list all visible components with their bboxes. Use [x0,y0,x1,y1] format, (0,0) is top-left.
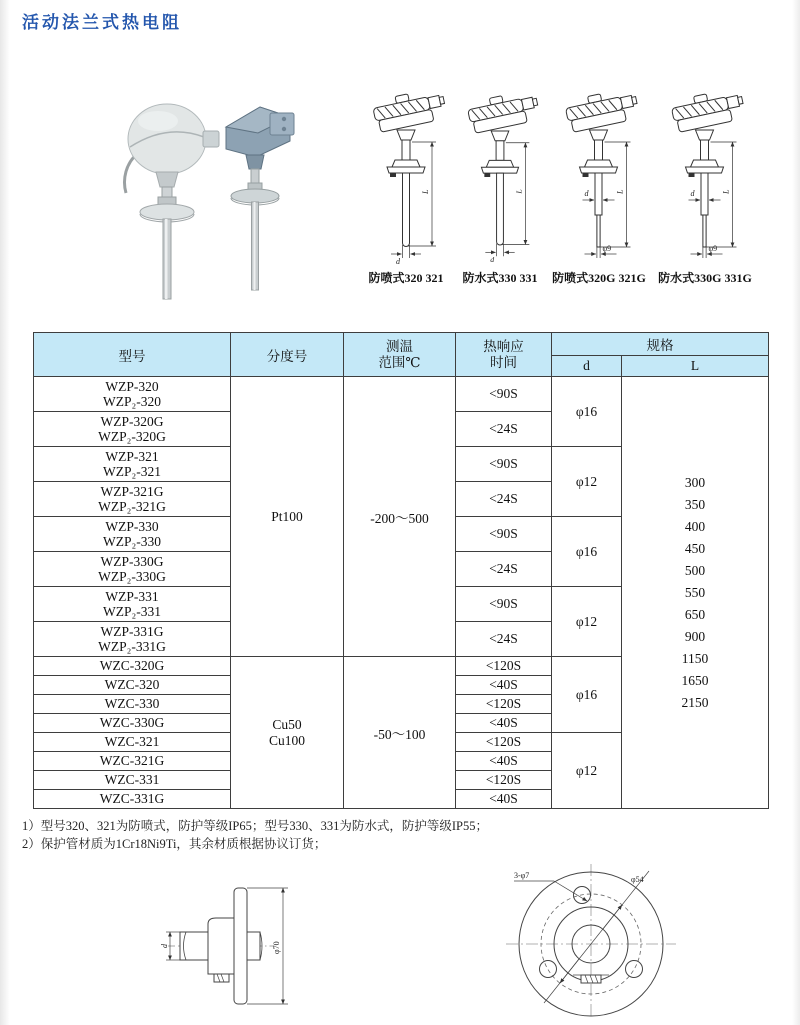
range-cell-cu: -50～100 [344,657,456,809]
product-photo-rounded-head [110,95,225,305]
response-cell: <120S [456,733,552,752]
model-cell: WZP-320 WZP₂-320 [34,377,231,412]
d-cell: φ16 [552,377,622,447]
dim-phi9-label: φ9 [708,244,718,253]
graduation-cell-pt: Pt100 [231,377,344,657]
header-spec-d: d [552,356,622,377]
response-cell: <120S [456,695,552,714]
response-cell: <120S [456,771,552,790]
dim-L-label: L [615,189,625,194]
tech-drawing-320G-321G [548,88,650,286]
footnote-1: 1）型号320、321为防喷式，防护等级IP65；型号330、331为防水式，防护等级IP55； [22,819,488,833]
d-cell: φ12 [552,733,622,809]
model-cell: WZC-321G [34,752,231,771]
dim-d-label: d [160,944,169,948]
d-cell: φ12 [552,587,622,657]
dim-L-label: L [721,189,731,194]
graduation-cell-cu: Cu50 Cu100 [231,657,344,809]
flange-front-view-drawing [478,856,713,1021]
model-cell: WZP-330 WZP₂-330 [34,517,231,552]
d-cell: φ12 [552,447,622,517]
header-spec-L: L [622,356,769,377]
response-cell: <40S [456,752,552,771]
response-cell: <90S [456,517,552,552]
footnotes [22,817,488,853]
dim-d-label: d [490,255,495,265]
model-cell: WZC-320G [34,657,231,676]
model-cell: WZC-321 [34,733,231,752]
spec-table [33,332,769,809]
response-cell: <24S [456,482,552,517]
drawing-caption-3: 防喷式320G 321G [552,271,646,285]
response-cell: <24S [456,412,552,447]
header-response: 热响应 时间 [456,333,552,377]
product-photo-angular-head [210,95,305,295]
model-cell: WZC-330 [34,695,231,714]
dim-d-label: d [690,189,695,198]
l-values-cell: 300 350 400 450 500 550 650 900 1150 1650 2150 [622,377,769,809]
response-cell: <24S [456,552,552,587]
page-edge-shadow-right [792,0,800,1025]
drawing-caption-4: 防水式330G 331G [658,271,752,285]
header-graduation: 分度号 [231,333,344,377]
response-cell: <90S [456,587,552,622]
model-cell: WZC-331G [34,790,231,809]
dim-phi54-label: φ54 [631,875,644,884]
dim-L-label: L [421,189,430,194]
tech-drawing-330G-331G [653,88,757,286]
model-cell: WZC-330G [34,714,231,733]
response-cell: <40S [456,790,552,809]
technical-drawings [360,88,757,286]
model-cell: WZP-331 WZP₂-331 [34,587,231,622]
model-cell: WZP-330G WZP₂-330G [34,552,231,587]
d-cell: φ16 [552,657,622,733]
response-cell: <90S [456,447,552,482]
dim-phi9-label: φ9 [602,244,612,253]
header-range: 测温 范围℃ [344,333,456,377]
response-cell: <90S [456,377,552,412]
model-cell: WZC-320 [34,676,231,695]
model-cell: WZP-331G WZP₂-331G [34,622,231,657]
model-cell: WZC-331 [34,771,231,790]
model-cell: WZP-320G WZP₂-320G [34,412,231,447]
flange-side-view-drawing [122,866,337,1024]
response-cell: <40S [456,714,552,733]
model-cell: WZP-321G WZP₂-321G [34,482,231,517]
tech-drawing-320-321 [360,88,452,286]
page-edge-shadow-left [0,0,10,1025]
response-cell: <40S [456,676,552,695]
dim-d-label: d [584,189,589,198]
dim-d-label: d [396,257,400,266]
range-cell-pt: -200～500 [344,377,456,657]
model-cell: WZP-321 WZP₂-321 [34,447,231,482]
drawing-caption-2: 防水式330 331 [462,271,538,285]
dim-3phi7-label: 3-φ7 [514,871,530,880]
response-cell: <24S [456,622,552,657]
response-cell: <120S [456,657,552,676]
footnote-2: 2）保护管材质为1Cr18Ni9Ti，其余材质根据协议订货； [22,837,327,851]
header-spec: 规格 [552,333,769,356]
header-model: 型号 [34,333,231,377]
dim-L-label: L [514,189,524,194]
d-cell: φ16 [552,517,622,587]
dim-phi70-label: φ70 [272,941,281,954]
drawing-caption-1: 防喷式320 321 [368,271,444,285]
page-title: 活动法兰式热电阻 [22,13,182,32]
tech-drawing-330-331 [455,88,545,286]
